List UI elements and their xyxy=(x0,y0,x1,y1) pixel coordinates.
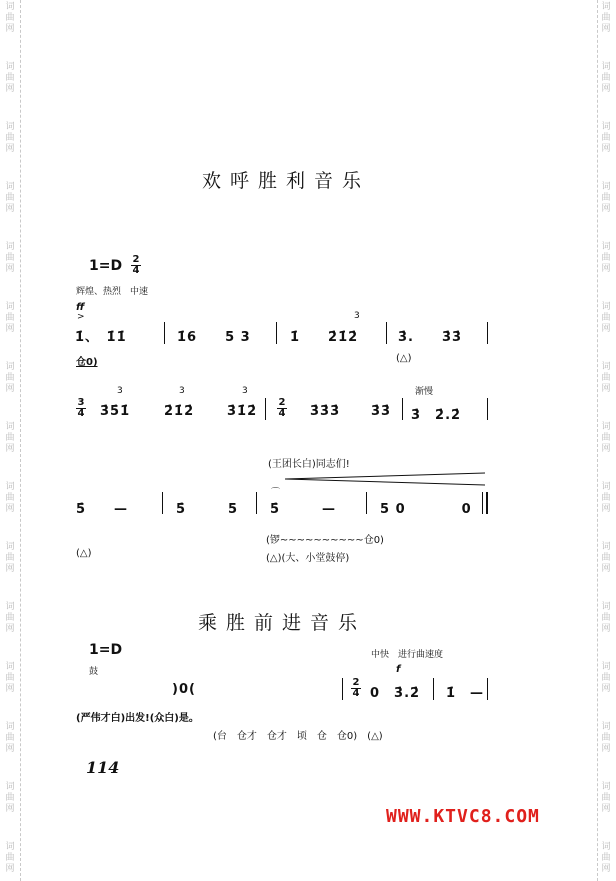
watermark-text: 词曲网 xyxy=(5,122,15,154)
row3-measure2: 5̇ 5 xyxy=(176,502,239,517)
watermark-text: 词曲网 xyxy=(601,362,611,394)
barline xyxy=(164,322,165,344)
barline xyxy=(162,492,163,514)
row3-percussion-line: (锣~~~~~~~~~~仓0) xyxy=(266,535,384,546)
right-margin-line xyxy=(597,0,598,881)
site-watermark: WWW.KTVC8.COM xyxy=(386,806,540,827)
watermark-text: 词曲网 xyxy=(601,62,611,94)
row3-fermata: ⌒ xyxy=(271,488,281,498)
watermark-text: 词曲网 xyxy=(5,302,15,334)
watermark-text: 词曲网 xyxy=(601,302,611,334)
section2-percussion: (台 仓才 仓才 顷 仓 仓0) (△) xyxy=(213,731,383,742)
row2-time2-top: 2 xyxy=(278,397,286,408)
row2-ritardando: 渐慢 xyxy=(415,387,434,397)
section1-key: 1=D xyxy=(89,258,123,274)
section1-dynamic: ff xyxy=(76,302,85,313)
watermark-text: 词曲网 xyxy=(5,722,15,754)
section1-title: 欢呼胜利音乐 xyxy=(202,170,371,192)
row2-time-bottom: 4 xyxy=(77,408,85,419)
watermark-text: 词曲网 xyxy=(5,2,15,34)
watermark-text: 词曲网 xyxy=(5,182,15,214)
final-barline-thin xyxy=(482,492,483,514)
watermark-text: 词曲网 xyxy=(601,422,611,454)
row1-measure3: 1̇ 2̇1̇2̇ xyxy=(290,330,359,345)
row2-triplet-c: 3̇1̇2̇ xyxy=(227,404,258,419)
watermark-text: 词曲网 xyxy=(601,782,611,814)
watermark-text: 词曲网 xyxy=(601,242,611,274)
row3-measure4: 5 0 0 xyxy=(380,502,472,517)
row2-measure3: 3̇ 2̇.2̇ xyxy=(411,408,462,423)
barline xyxy=(487,322,488,344)
section2-title: 乘胜前进音乐 xyxy=(198,612,367,634)
barline xyxy=(256,492,257,514)
barline xyxy=(433,678,434,700)
watermark-text: 词曲网 xyxy=(5,842,15,874)
section1-time-bottom: 4 xyxy=(132,265,140,276)
row3-measure1: 5̇ — xyxy=(76,502,129,517)
watermark-text: 词曲网 xyxy=(5,482,15,514)
row2-time-top: 3 xyxy=(77,397,85,408)
row2-measure2b: 3̇3̇ xyxy=(371,404,392,419)
row1-measure2: 1̇6 5 3 xyxy=(177,330,251,345)
watermark-text: 词曲网 xyxy=(601,842,611,874)
section1-time-top: 2 xyxy=(132,254,140,265)
barline xyxy=(402,398,403,420)
row1-percussion: 仓0) xyxy=(76,357,98,368)
row2-triplet-a: 3̇5̇1̇ xyxy=(100,404,131,419)
watermark-text: 词曲网 xyxy=(5,422,15,454)
watermark-text: 词曲网 xyxy=(5,542,15,574)
watermark-text: 词曲网 xyxy=(601,122,611,154)
section2-dynamic: f xyxy=(396,664,401,675)
barline xyxy=(366,492,367,514)
section2-paren: )0( xyxy=(172,682,196,697)
watermark-text: 词曲网 xyxy=(601,2,611,34)
watermark-text: 词曲网 xyxy=(601,662,611,694)
section2-time-bottom: 4 xyxy=(352,688,360,699)
row3-percussion-rest: (△) xyxy=(76,548,92,559)
barline xyxy=(386,322,387,344)
row3-measure3: 5̇ — xyxy=(270,502,337,517)
watermark-text: 词曲网 xyxy=(5,602,15,634)
watermark-text: 词曲网 xyxy=(601,482,611,514)
page-number: 114 xyxy=(86,758,120,777)
section1-tempo: 辉煌、热烈 中速 xyxy=(76,287,149,297)
section2-drum: 鼓 xyxy=(89,667,99,677)
left-margin-line xyxy=(20,0,21,881)
watermark-text: 词曲网 xyxy=(601,602,611,634)
section2-key: 1=D xyxy=(89,642,123,658)
section2-time-top: 2 xyxy=(352,677,360,688)
row2-triplet-mark: 3 xyxy=(117,386,123,396)
row1-measure4: 3̇. 3̇3̇ xyxy=(398,330,463,345)
row2-measure2a: 3̇3̇3̇ xyxy=(310,404,341,419)
hairpin-decrescendo xyxy=(285,472,485,486)
watermark-text: 词曲网 xyxy=(5,782,15,814)
section2-tempo: 中快 进行曲速度 xyxy=(371,650,444,660)
barline xyxy=(487,678,488,700)
row2-triplet-b: 2̇1̇2̇ xyxy=(164,404,195,419)
watermark-text: 词曲网 xyxy=(601,722,611,754)
watermark-text: 词曲网 xyxy=(5,662,15,694)
barline xyxy=(342,678,343,700)
row3-percussion-note: (△)(大、小堂鼓停) xyxy=(266,553,350,564)
row2-triplet-mark: 3 xyxy=(242,386,248,396)
watermark-text: 词曲网 xyxy=(601,182,611,214)
barline xyxy=(265,398,266,420)
row1-measure1: 1̇、 1̇1̇ xyxy=(75,330,127,345)
section2-measure2: 1̇ — xyxy=(446,686,485,701)
watermark-text: 词曲网 xyxy=(5,362,15,394)
row1-triplet-mark: 3 xyxy=(354,311,360,321)
row2-time2-bottom: 4 xyxy=(278,408,286,419)
watermark-text: 词曲网 xyxy=(5,242,15,274)
section2-lyric: (严伟才白)出发!(众白)是。 xyxy=(76,713,199,724)
final-barline-thick xyxy=(486,492,488,514)
row2-triplet-mark: 3 xyxy=(179,386,185,396)
barline xyxy=(487,398,488,420)
watermark-text: 词曲网 xyxy=(5,62,15,94)
watermark-text: 词曲网 xyxy=(601,542,611,574)
section2-measure1: 0 3̇.2̇ xyxy=(370,686,421,701)
row1-percussion-rest: (△) xyxy=(396,353,412,364)
section1-accent: > xyxy=(77,312,85,322)
row3-speech: (王团长白)同志们! xyxy=(268,459,350,470)
barline xyxy=(276,322,277,344)
